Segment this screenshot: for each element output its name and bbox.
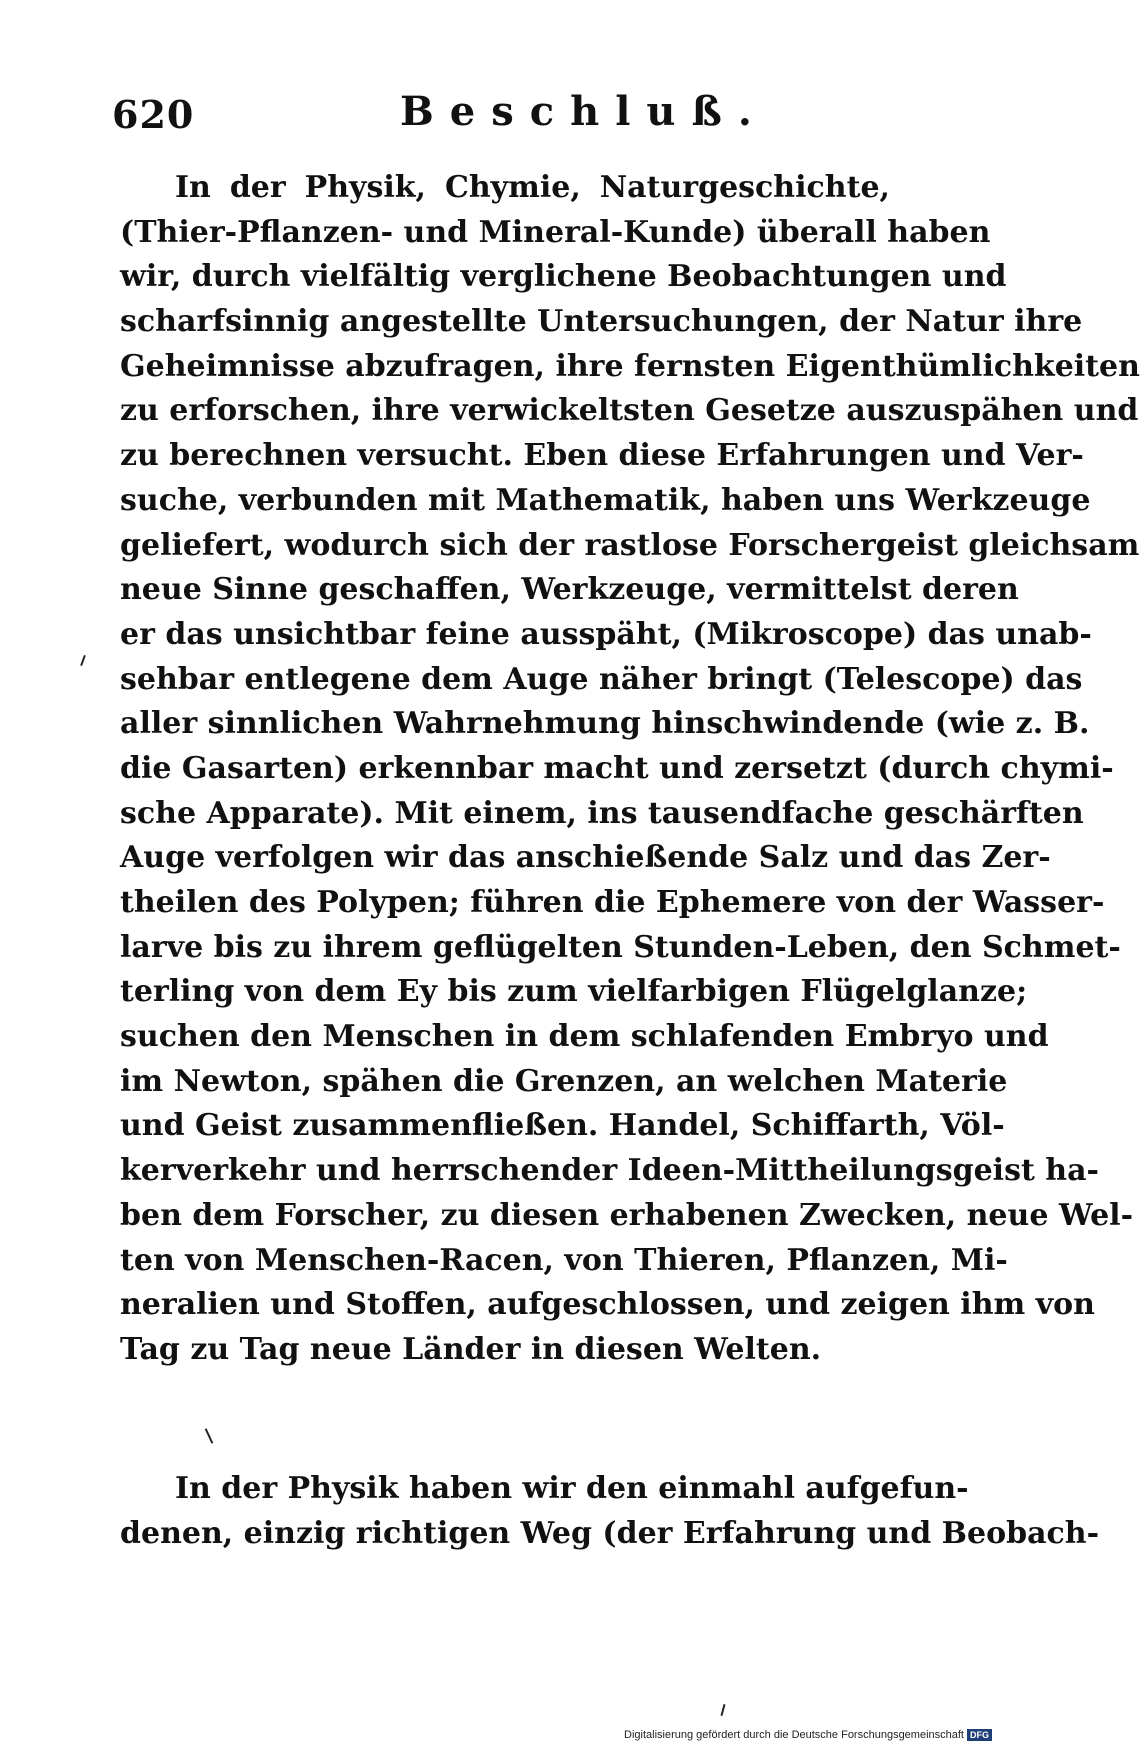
stray-mark — [80, 655, 86, 666]
text-line: terling von dem Ey bis zum vielfarbigen Flügelglanze; — [120, 974, 1028, 1010]
running-head: Beschluß. — [400, 88, 768, 135]
text-line: aller sinnlichen Wahrnehmung hinschwindende (wie z. B. — [120, 706, 1090, 742]
text-line: neue Sinne geschaffen, Werkzeuge, vermittelst deren — [120, 572, 1019, 608]
text-line: theilen des Polypen; führen die Ephemere von der Wasser- — [120, 885, 1105, 920]
text-line: suchen den Menschen in dem schlafenden Embryo und — [120, 1019, 1049, 1055]
stray-mark — [720, 1704, 725, 1716]
digitization-credit — [624, 1729, 992, 1741]
text-line: larve bis zu ihrem geflügelten Stunden-Leben, den Schmet- — [120, 929, 1121, 965]
credit-text: Digitalisierung gefördert durch die Deutsche Forschungsgemeinschaft — [624, 1729, 964, 1741]
text-line: ten von Menschen-Racen, von Thieren, Pflanzen, Mi- — [120, 1242, 1008, 1278]
paragraph-2 — [120, 1467, 1100, 1556]
text-line: In der Physik, Chymie, Naturgeschichte, — [175, 170, 890, 205]
text-line: Auge verfolgen wir das anschießende Salz und das Zer- — [120, 840, 1051, 876]
text-line: In der Physik haben wir den einmahl aufgefun- — [175, 1471, 969, 1506]
stray-mark — [205, 1428, 214, 1443]
text-line: (Thier-Pflanzen- und Mineral-Kunde) überall haben — [120, 214, 991, 250]
text-line: zu berechnen versucht. Eben diese Erfahrungen und Ver- — [120, 438, 1084, 474]
text-line: sehbar entlegene dem Auge näher bringt (Telescope) das — [120, 661, 1083, 697]
paragraph-1 — [120, 166, 1140, 1373]
text-line: er das unsichtbar feine ausspäht, (Mikroscope) das unab- — [120, 616, 1092, 652]
text-line: kerverkehr und herrschender Ideen-Mittheilungsgeist ha- — [120, 1153, 1099, 1189]
text-line: und Geist zusammenfließen. Handel, Schiffarth, Völ- — [120, 1108, 1005, 1144]
text-line: ben dem Forscher, zu diesen erhabenen Zwecken, neue Wel- — [120, 1197, 1134, 1233]
text-line: im Newton, spähen die Grenzen, an welchen Materie — [120, 1063, 1008, 1099]
text-line: geliefert, wodurch sich der rastlose Forschergeist gleichsam — [120, 527, 1140, 563]
text-line: zu erforschen, ihre verwickeltsten Gesetze auszuspähen und — [120, 393, 1139, 429]
dfg-logo: DFG — [967, 1729, 992, 1741]
text-line: scharfsinnig angestellte Untersuchungen, der Natur ihre — [120, 304, 1083, 340]
text-line: die Gasarten) erkennbar macht und zersetzt (durch chymi- — [120, 750, 1114, 786]
text-line: suche, verbunden mit Mathematik, haben uns Werkzeuge — [120, 482, 1091, 518]
text-line: neralien und Stoffen, aufgeschlossen, und zeigen ihm von — [120, 1287, 1095, 1323]
text-line: Geheimnisse abzufragen, ihre fernsten Eigenthümlichkeiten — [120, 348, 1140, 384]
text-line: sche Apparate). Mit einem, ins tausendfache geschärften — [120, 795, 1084, 831]
text-line: denen, einzig richtigen Weg (der Erfahrung und Beobach- — [120, 1515, 1100, 1551]
text-line: Tag zu Tag neue Länder in diesen Welten. — [120, 1331, 822, 1367]
text-line: wir, durch vielfältig verglichene Beobachtungen und — [120, 259, 1007, 295]
page-number: 620 — [112, 92, 195, 137]
